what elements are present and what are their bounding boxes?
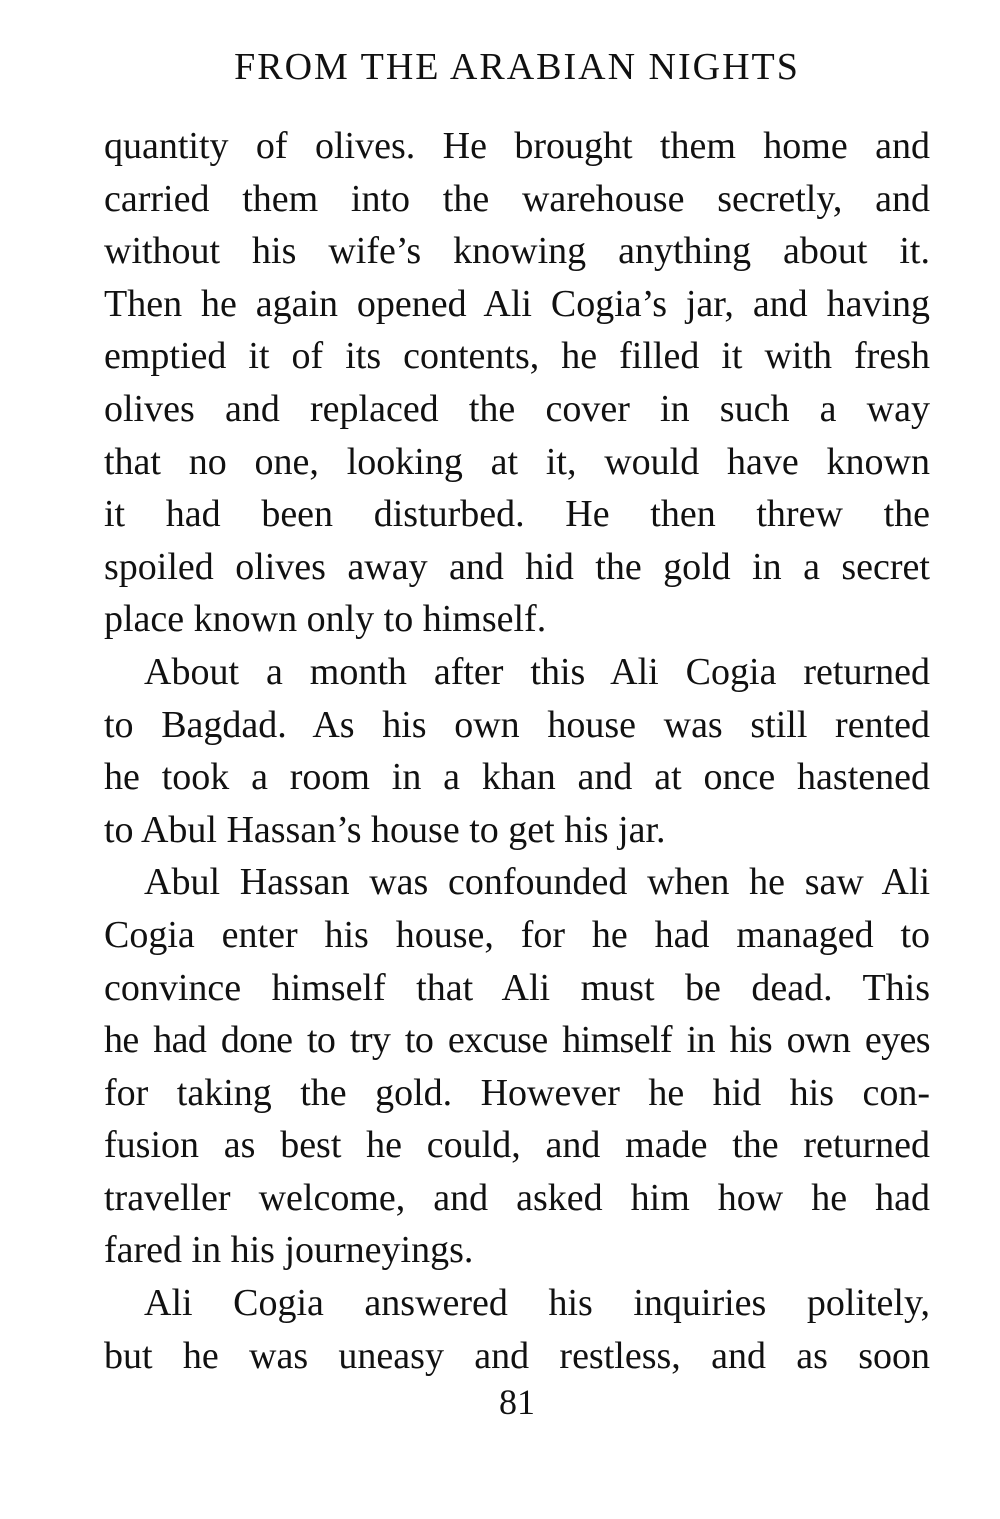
page-number: 81: [499, 1382, 535, 1422]
running-head: FROM THE ARABIAN NIGHTS: [234, 46, 800, 88]
text-line: Ali Cogia answered his inquiries politely,: [144, 1282, 930, 1325]
text-line: emptied it of its contents, he filled it with fresh: [104, 335, 930, 378]
text-line: that no one, looking at it, would have known: [104, 440, 930, 483]
text-line: but he was uneasy and restless, and as soon: [104, 1334, 930, 1377]
text-line: place known only to himself.: [104, 598, 547, 641]
body-text: [104, 120, 930, 1382]
text-line: fared in his journeyings.: [104, 1229, 474, 1272]
text-line: for taking the gold. However he hid his con-: [104, 1071, 930, 1114]
text-line: it had been disturbed. He then threw the: [104, 493, 930, 536]
text-line: spoiled olives away and hid the gold in a secret: [104, 545, 930, 588]
text-line: he had done to try to excuse himself in his own eyes: [104, 1019, 930, 1062]
text-line: to Bagdad. As his own house was still rented: [104, 703, 930, 746]
text-line: he took a room in a khan and at once hastened: [104, 756, 930, 799]
text-line: carried them into the warehouse secretly, and: [104, 177, 930, 220]
text-line: convince himself that Ali must be dead. This: [104, 966, 930, 1009]
text-line: Cogia enter his house, for he had managed to: [104, 913, 930, 956]
text-line: Abul Hassan was confounded when he saw Ali: [144, 861, 930, 904]
text-line: quantity of olives. He brought them home and: [104, 125, 930, 167]
text-line: without his wife’s knowing anything about it.: [104, 230, 930, 273]
text-line: to Abul Hassan’s house to get his jar.: [104, 808, 666, 851]
text-line: About a month after this Ali Cogia returned: [144, 650, 930, 693]
text-line: olives and replaced the cover in such a way: [104, 387, 930, 430]
text-line: fusion as best he could, and made the returned: [104, 1124, 930, 1167]
text-line: traveller welcome, and asked him how he had: [104, 1176, 930, 1219]
text-line: Then he again opened Ali Cogia’s jar, and having: [104, 282, 930, 325]
